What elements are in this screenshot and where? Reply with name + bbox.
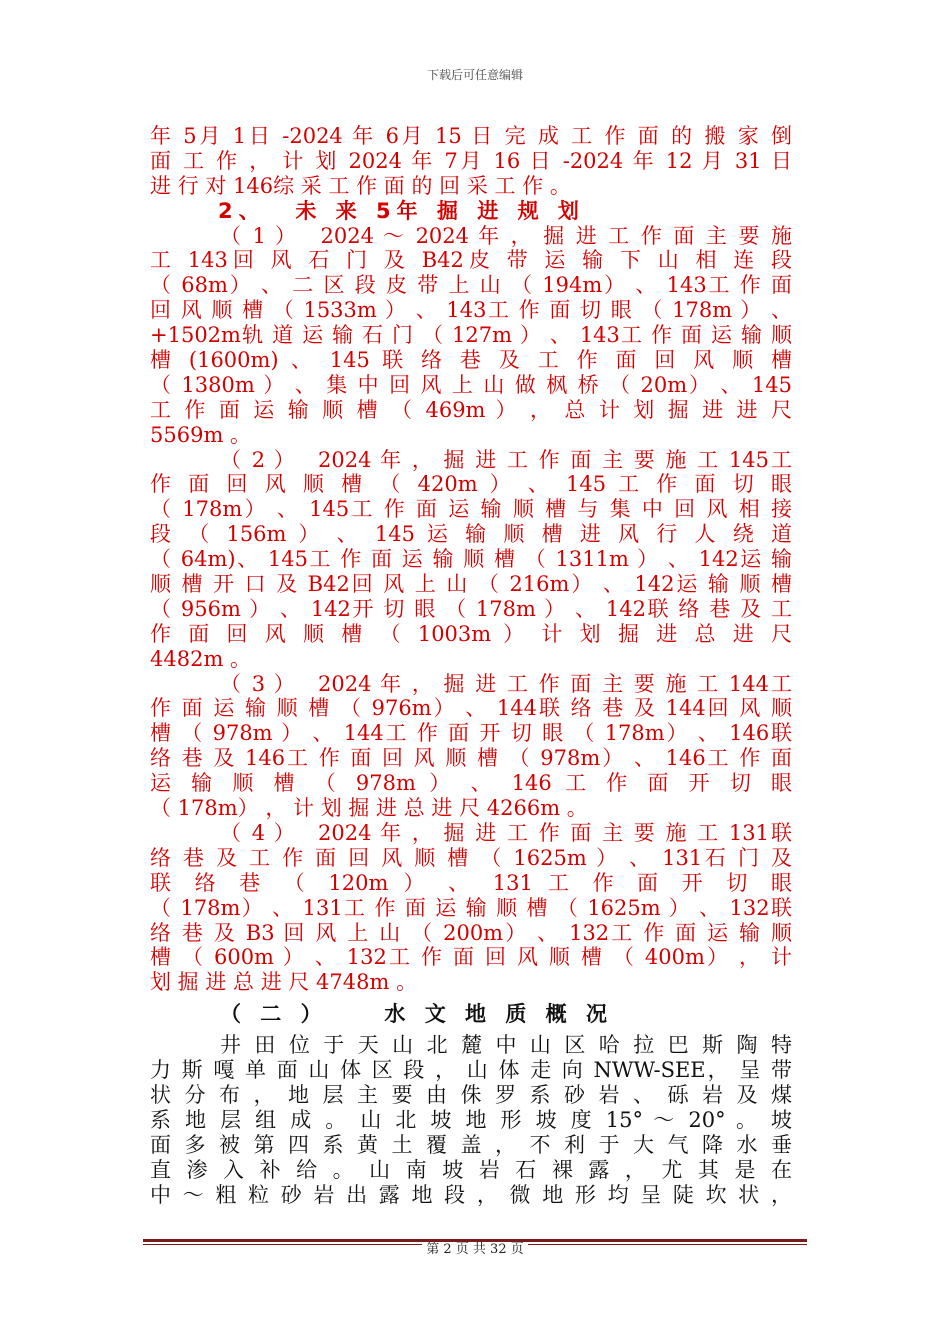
text-line: 系 地 层 组 成 。 山 北 坡 地 形 坡 度 15° ～ 20° 。 坡 xyxy=(150,1107,792,1132)
text-line: （ 1 ） 2024 ～ 2024 年 ， 掘 进 工 作 面 主 要 施 xyxy=(220,223,792,248)
section-heading: 2、 未 来 5年 掘 进 规 划 xyxy=(218,198,585,223)
text-line: 段 （ 156m ） 、 145 运 输 顺 槽 进 风 行 人 绕 道 xyxy=(150,522,792,547)
text-line: 进 行 对 146综 采 工 作 面 的 回 采 工 作 。 xyxy=(150,173,571,198)
text-line: 直 渗 入 补 给 。 山 南 坡 岩 石 裸 露 ， 尤 其 是 在 xyxy=(150,1157,792,1182)
text-line: （ 3 ） 2024 年 ， 掘 进 工 作 面 主 要 施 工 144工 xyxy=(220,671,792,696)
text-line: 工 143回 风 石 门 及 B42皮 带 运 输 下 山 相 连 段 xyxy=(150,248,792,273)
text-line: 作 面 运 输 顺 槽 （ 976m） 、 144联 络 巷 及 144回 风 顺 xyxy=(150,696,792,721)
text-line: 年 5月 1日 -2024 年 6月 15 日 完 成 工 作 面 的 搬 家 倒 xyxy=(150,124,792,148)
section-heading: （ 二 ） 水 文 地 质 概 况 xyxy=(220,1002,613,1027)
page-footer xyxy=(0,1238,950,1257)
text-line: （ 4 ） 2024 年 ， 掘 进 工 作 面 主 要 施 工 131联 xyxy=(220,820,792,845)
text-line: （ 178m） ， 计 划 掘 进 总 进 尺 4266m 。 xyxy=(150,796,588,821)
text-line: 作 面 回 风 顺 槽 （ 1003m ） 计 划 掘 进 总 进 尺 xyxy=(150,621,792,646)
text-line: 中 ～ 粗 粒 砂 岩 出 露 地 段 ， 微 地 形 均 呈 陡 坎 状 ， xyxy=(150,1182,792,1207)
text-line: （ 1380m ） 、 集 中 回 风 上 山 做 枫 桥 （ 20m） 、 145 xyxy=(150,372,792,397)
text-line: （ 2 ） 2024 年 ， 掘 进 工 作 面 主 要 施 工 145工 xyxy=(220,447,792,472)
text-line: 运 输 顺 槽 （ 978m ） 、 146 工 作 面 开 切 眼 xyxy=(150,771,792,796)
text-line: +1502m轨 道 运 输 石 门 （ 127m ） 、 143工 作 面 运 输 顺 xyxy=(150,323,792,348)
text-line: 络 巷 及 B3 回 风 上 山 （ 200m） 、 132工 作 面 运 输 顺 xyxy=(150,920,792,945)
text-line: 槽 （ 600m ） 、 132工 作 面 回 风 顺 槽 （ 400m） ， 计 xyxy=(150,945,792,970)
text-line: 回 风 顺 槽 （ 1533m ） 、 143工 作 面 切 眼 （ 178m ） 、 xyxy=(150,298,792,323)
document-body xyxy=(150,124,792,1207)
text-line: 络 巷 及 146工 作 面 回 风 顺 槽 （ 978m） 、 146工 作 面 xyxy=(150,746,792,771)
text-line: 面 多 被 第 四 系 黄 土 覆 盖 ， 不 利 于 大 气 降 水 垂 xyxy=(150,1132,792,1157)
text-line: （ 178m） 、 145工 作 面 运 输 顺 槽 与 集 中 回 风 相 接 xyxy=(150,497,792,522)
text-line: 4482m 。 xyxy=(150,646,252,671)
text-line: 顺 槽 开 口 及 B42回 风 上 山 （ 216m） 、 142运 输 顺 槽 xyxy=(150,572,792,597)
text-line: 联 络 巷 （ 120m ） 、 131 工 作 面 开 切 眼 xyxy=(150,870,792,895)
text-line: 井 田 位 于 天 山 北 麓 中 山 区 哈 拉 巴 斯 陶 特 xyxy=(220,1033,792,1058)
text-line: （ 956m ） 、 142开 切 眼 （ 178m ） 、 142联 络 巷 及 工 xyxy=(150,596,792,621)
text-line: （ 178m） 、 131工 作 面 运 输 顺 槽 （ 1625m ） 、 132联 xyxy=(150,895,792,920)
text-line: 槽 （ 978m ） 、 144工 作 面 开 切 眼 （ 178m） 、 146联 xyxy=(150,721,792,746)
text-line: 划 掘 进 总 进 尺 4748m 。 xyxy=(150,970,418,995)
page-header: 下载后可任意编辑 xyxy=(426,68,523,82)
text-line: 力 斯 嘎 单 面 山 体 区 段 ， 山 体 走 向 NWW-SEE， 呈 带 xyxy=(150,1058,792,1083)
text-line: 作 面 回 风 顺 槽 （ 420m ） 、 145 工 作 面 切 眼 xyxy=(150,472,792,497)
text-line: 络 巷 及 工 作 面 回 风 顺 槽 （ 1625m ） 、 131石 门 及 xyxy=(150,845,792,870)
text-line: 工 作 面 运 输 顺 槽 （ 469m ） ， 总 计 划 掘 进 进 尺 xyxy=(150,397,792,422)
text-line: 槽 (1600m) 、 145 联 络 巷 及 工 作 面 回 风 顺 槽 xyxy=(150,348,792,373)
text-line: 状 分 布 ， 地 层 主 要 由 侏 罗 系 砂 岩 、 砾 岩 及 煤 xyxy=(150,1082,792,1107)
page-number: 第 2 页 共 32 页 xyxy=(422,1242,527,1257)
text-line: 5569m 。 xyxy=(150,422,252,447)
text-line: （ 68m） 、 二 区 段 皮 带 上 山 （ 194m） 、 143工 作 面 xyxy=(150,273,792,298)
text-line: （ 64m)、 145工 作 面 运 输 顺 槽 （ 1311m ） 、 142运 输 xyxy=(150,547,792,572)
text-line: 面 工 作 ， 计 划 2024 年 7月 16 日 -2024 年 12 月 31 日 xyxy=(150,148,792,173)
